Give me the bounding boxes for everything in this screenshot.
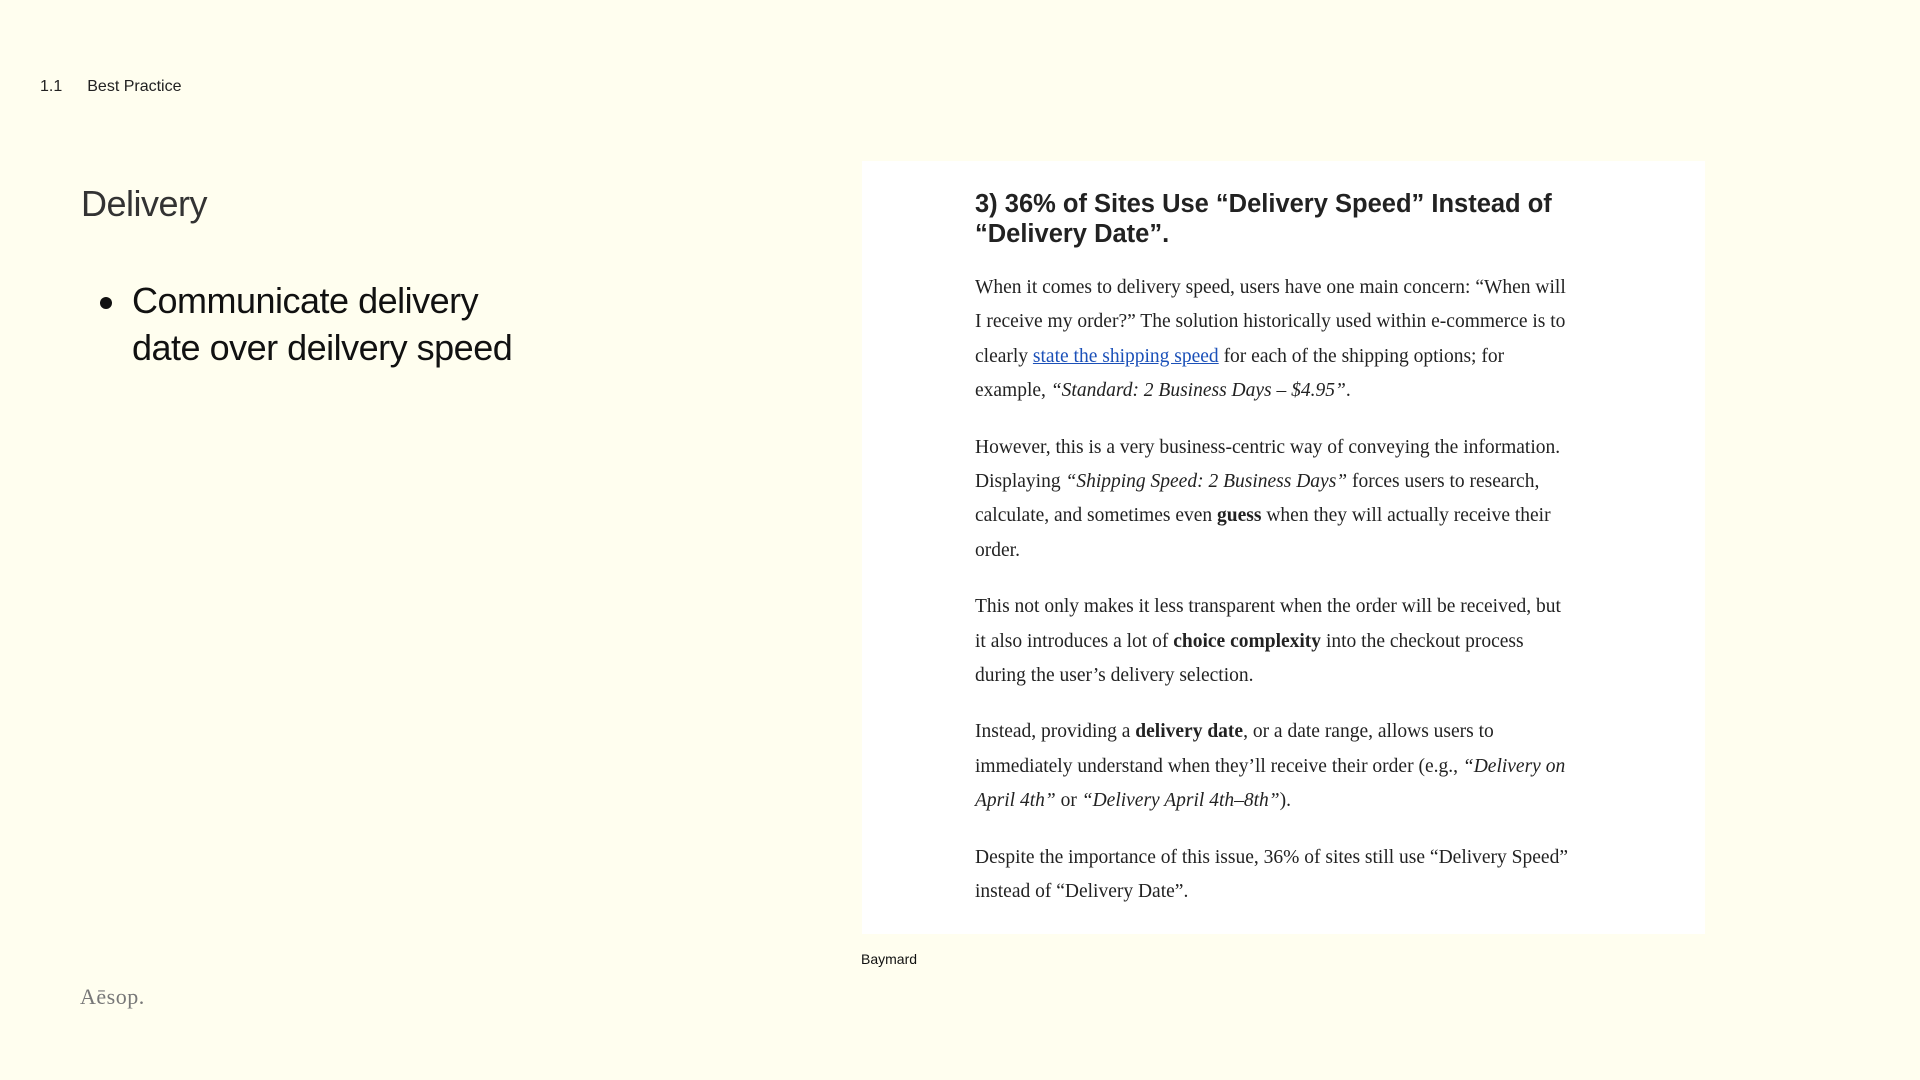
source-caption: Baymard [861, 951, 918, 967]
italic-example: “Standard: 2 Business Days – $4.95” [1050, 380, 1346, 402]
text-run: when they will actually receive their order. [975, 505, 1551, 561]
slide-title: Delivery [81, 183, 208, 224]
aesop-logo: Aēsop. [80, 984, 145, 1009]
italic-example: “Delivery on April 4th” [975, 755, 1566, 812]
section-title: Best Practice [87, 78, 182, 95]
text-run: , or a date range, allows users to immediately understand when they’ll receive their order (e.g., [975, 721, 1494, 777]
text-run: into the checkout process during the user’s delivery selection. [975, 630, 1524, 687]
text-run: forces users to research, calculate, and sometimes even [975, 471, 1540, 527]
bold-term: guess [1217, 505, 1262, 527]
shipping-speed-link[interactable]: state the shipping speed [1032, 345, 1219, 367]
article-paragraph-5: Despite the importance of this issue, 36% of sites still use “Delivery Speed” instead of “Delivery Date”. [975, 846, 1568, 903]
italic-example: “Delivery April 4th–8th” [1081, 790, 1280, 812]
bold-term: delivery date [1135, 721, 1244, 743]
article-paragraph-2 [975, 431, 1575, 569]
bullet-item: Communicate delivery date over deilvery speed [98, 277, 518, 371]
text-run: However, this is a very business-centric way of conveying the information. Displaying [975, 436, 1561, 493]
article-paragraph-3 [975, 590, 1575, 693]
text-run: ). [1279, 790, 1291, 812]
text-run: for each of the shipping options; for example, [975, 345, 1505, 402]
article-paragraph-1 [975, 271, 1575, 409]
text-run: Instead, providing a [975, 721, 1136, 743]
text-run: . [1345, 380, 1351, 402]
article-title: 3) 36% of Sites Use “Delivery Speed” Instead of “Delivery Date”. [975, 190, 1552, 248]
article-screenshot [862, 161, 1705, 934]
bullet-list [98, 277, 518, 371]
section-number: 1.1 [40, 78, 63, 95]
text-run: When it comes to delivery speed, users have one main concern: “When will I receive my order?” The solution historically used within e-commerce is to clearly [975, 277, 1566, 367]
text-run: This not only makes it less transparent when the order will be received, but it also introduces a lot of [975, 596, 1561, 652]
italic-example: “Shipping Speed: 2 Business Days” [1065, 471, 1348, 493]
section-header [40, 78, 182, 96]
bold-term: choice complexity [1173, 630, 1322, 652]
article-paragraph-4 [975, 715, 1575, 818]
text-run: or [1055, 790, 1082, 812]
